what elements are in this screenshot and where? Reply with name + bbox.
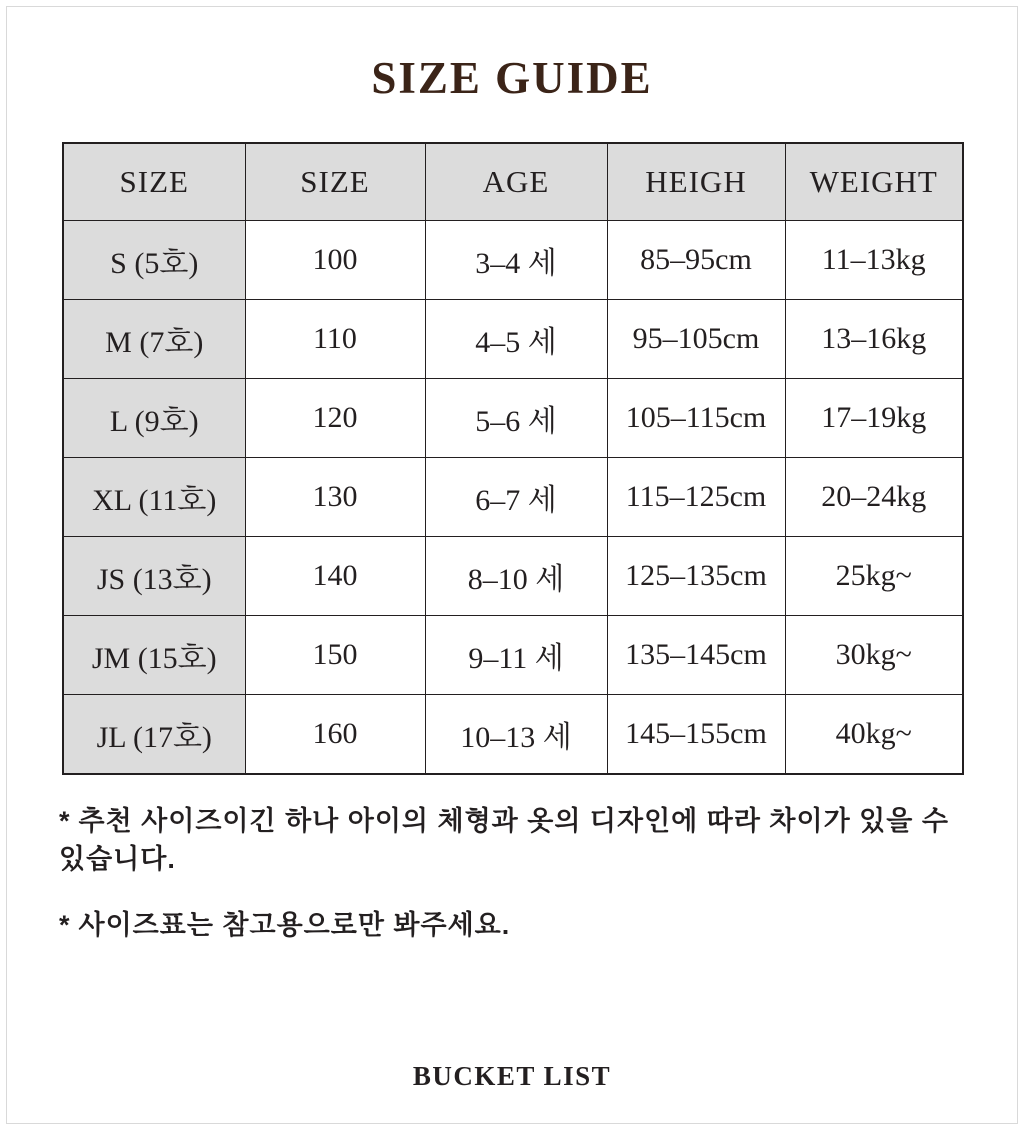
cell-age: 3–4 세: [425, 221, 607, 300]
cell-age: 6–7 세: [425, 458, 607, 537]
cell-height: 135–145cm: [607, 616, 785, 695]
cell-weight: 13–16kg: [785, 300, 963, 379]
cell-size-number: 120: [245, 379, 425, 458]
column-header-size-number: SIZE: [245, 143, 425, 221]
table-header-row: [63, 143, 963, 221]
column-header-size-label: SIZE: [63, 143, 245, 221]
cell-height: 85–95cm: [607, 221, 785, 300]
cell-size-label: JL (17호): [63, 695, 245, 775]
cell-size-number: 110: [245, 300, 425, 379]
column-header-age: AGE: [425, 143, 607, 221]
table-row: [63, 300, 963, 379]
cell-age: 9–11 세: [425, 616, 607, 695]
table-row: [63, 616, 963, 695]
cell-size-label: L (9호): [63, 379, 245, 458]
cell-age: 5–6 세: [425, 379, 607, 458]
cell-age: 10–13 세: [425, 695, 607, 775]
table-row: [63, 379, 963, 458]
column-header-height: HEIGH: [607, 143, 785, 221]
cell-size-label: M (7호): [63, 300, 245, 379]
cell-size-label: XL (11호): [63, 458, 245, 537]
cell-weight: 17–19kg: [785, 379, 963, 458]
cell-weight: 25kg~: [785, 537, 963, 616]
cell-size-number: 160: [245, 695, 425, 775]
table-row: [63, 537, 963, 616]
cell-age: 4–5 세: [425, 300, 607, 379]
cell-size-number: 100: [245, 221, 425, 300]
cell-height: 105–115cm: [607, 379, 785, 458]
column-header-weight: WEIGHT: [785, 143, 963, 221]
cell-size-label: S (5호): [63, 221, 245, 300]
cell-size-label: JS (13호): [63, 537, 245, 616]
asterisk-icon: *: [59, 806, 71, 836]
cell-age: 8–10 세: [425, 537, 607, 616]
table-row: [63, 458, 963, 537]
table-body: [63, 221, 963, 775]
brand-name: BUCKET LIST: [412, 1061, 612, 1091]
size-table-container: [62, 142, 962, 775]
table-header: [63, 143, 963, 221]
size-table: [62, 142, 964, 775]
page-title: SIZE GUIDE: [371, 53, 653, 103]
table-row: [63, 695, 963, 775]
cell-size-label: JM (15호): [63, 616, 245, 695]
note-text: 추천 사이즈이긴 하나 아이의 체형과 옷의 디자인에 따라 차이가 있을 수 있습니다.: [59, 806, 949, 875]
note-item: [57, 906, 967, 944]
cell-weight: 40kg~: [785, 695, 963, 775]
table-row: [63, 221, 963, 300]
cell-height: 145–155cm: [607, 695, 785, 775]
notes-section: [57, 802, 967, 944]
cell-weight: 11–13kg: [785, 221, 963, 300]
cell-height: 125–135cm: [607, 537, 785, 616]
asterisk-icon: *: [59, 909, 71, 940]
cell-height: 95–105cm: [607, 300, 785, 379]
note-text: 사이즈표는 참고용으로만 봐주세요.: [78, 909, 511, 940]
cell-height: 115–125cm: [607, 458, 785, 537]
cell-size-number: 150: [245, 616, 425, 695]
cell-weight: 30kg~: [785, 616, 963, 695]
cell-size-number: 130: [245, 458, 425, 537]
note-item: [57, 802, 967, 879]
cell-size-number: 140: [245, 537, 425, 616]
cell-weight: 20–24kg: [785, 458, 963, 537]
